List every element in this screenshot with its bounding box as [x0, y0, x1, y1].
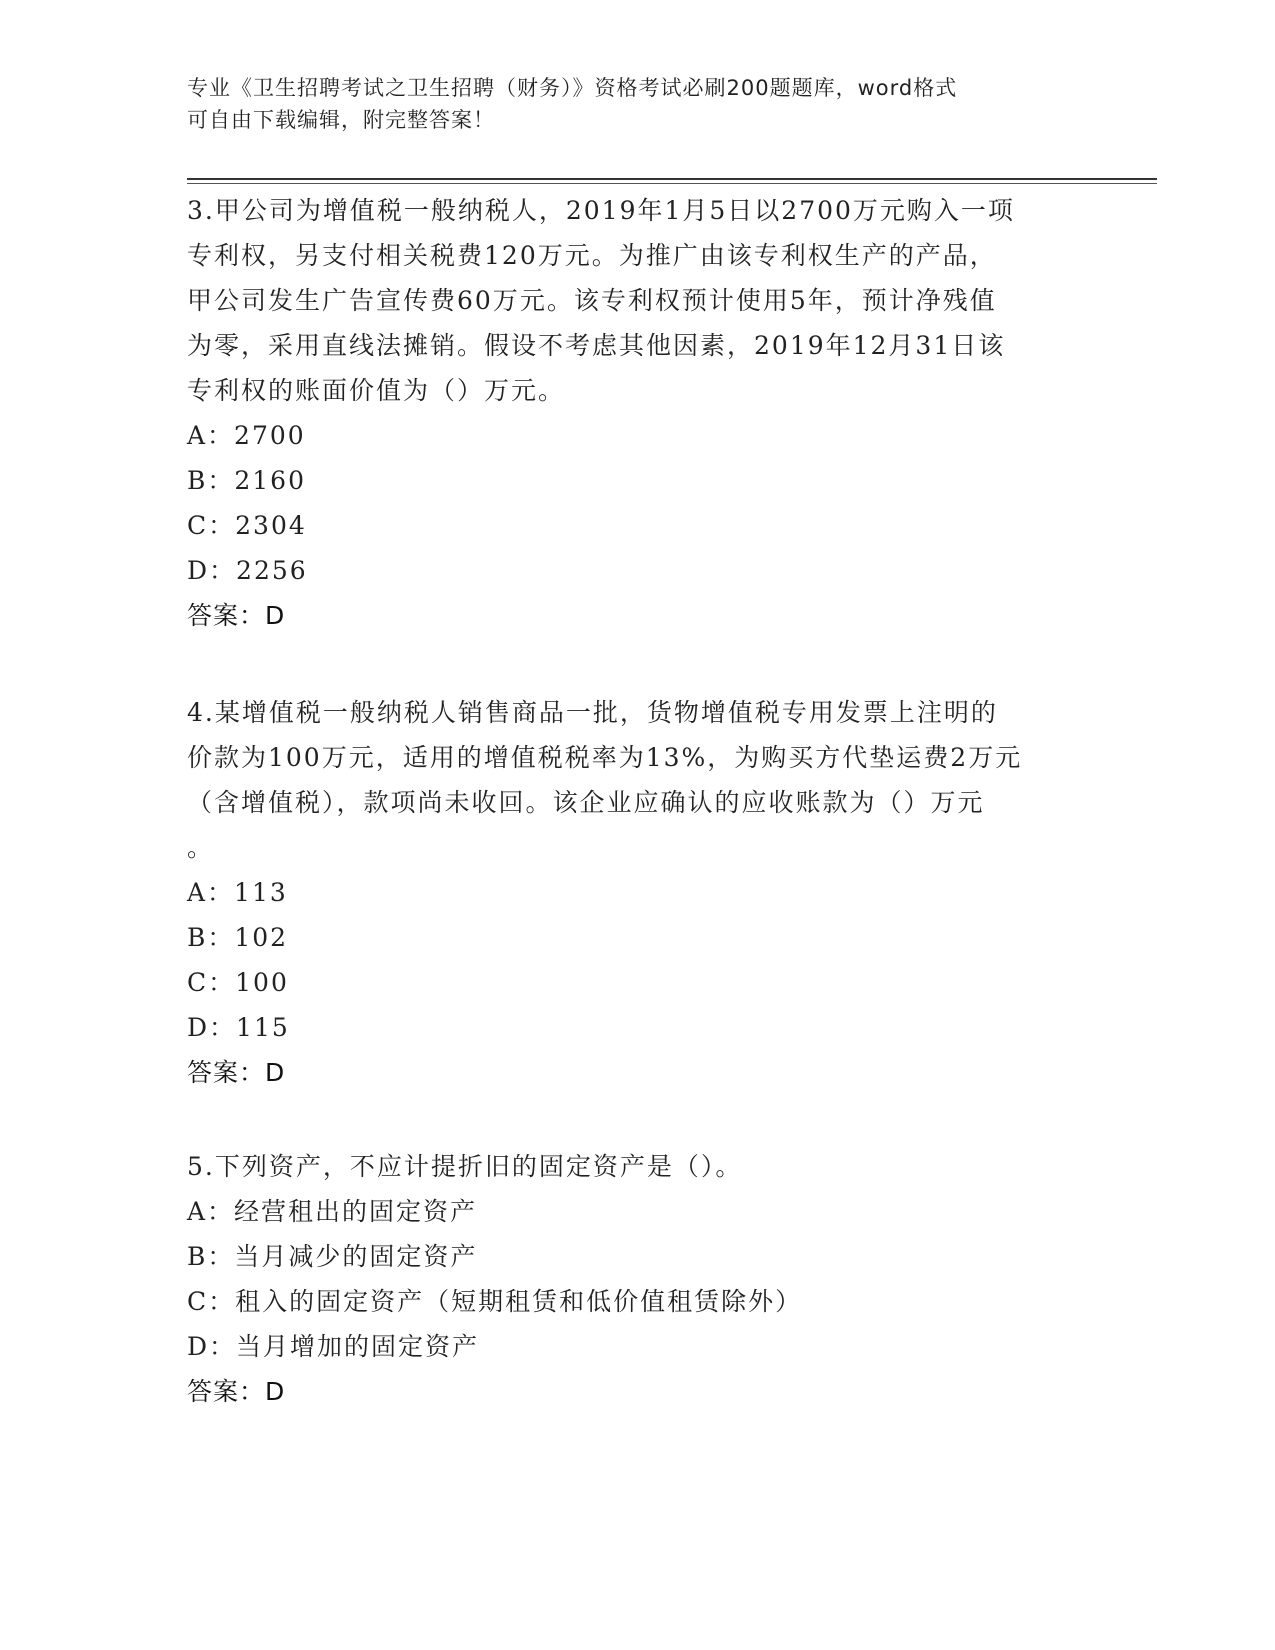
answer: 答案：D — [187, 1377, 286, 1406]
question-3 — [187, 188, 1087, 638]
option-a: A：2700 — [187, 421, 306, 450]
stem-line: 5.下列资产，不应计提折旧的固定资产是（）。 — [187, 1152, 743, 1181]
header-line-1: 专业《卫生招聘考试之卫生招聘（财务）》资格考试必刷200题题库，word格式 — [187, 76, 958, 100]
option-b: B：2160 — [187, 466, 306, 495]
stem-line: 3.甲公司为增值税一般纳税人，2019年1月5日以2700万元购入一项 — [187, 196, 1015, 225]
option-a: A：经营租出的固定资产 — [187, 1197, 478, 1226]
question-stem — [187, 188, 1087, 413]
header-divider-thin — [187, 183, 1157, 184]
question-stem — [187, 1144, 1087, 1189]
option-c: C：2304 — [187, 511, 307, 540]
stem-line: 价款为100万元，适用的增值税税率为13%，为购买方代垫运费2万元 — [187, 743, 1023, 772]
header-divider — [187, 178, 1157, 180]
stem-line: 甲公司发生广告宣传费60万元。该专利权预计使用5年，预计净残值 — [187, 286, 997, 315]
option-c: C：租入的固定资产（短期租赁和低价值租赁除外） — [187, 1287, 803, 1316]
header-line-2: 可自由下载编辑，附完整答案！ — [187, 108, 495, 132]
option-d: D：115 — [187, 1013, 290, 1042]
question-stem — [187, 690, 1087, 870]
stem-line: 。 — [187, 833, 215, 862]
question-5 — [187, 1144, 1087, 1414]
question-4 — [187, 690, 1087, 1095]
stem-line: （含增值税），款项尚未收回。该企业应确认的应收账款为（）万元 — [187, 788, 985, 817]
option-a: A：113 — [187, 878, 288, 907]
option-c: C：100 — [187, 968, 289, 997]
answer: 答案：D — [187, 601, 286, 630]
stem-line: 4.某增值税一般纳税人销售商品一批，货物增值税专用发票上注明的 — [187, 698, 998, 727]
answer: 答案：D — [187, 1058, 286, 1087]
stem-line: 为零，采用直线法摊销。假设不考虑其他因素，2019年12月31日该 — [187, 331, 1006, 360]
option-d: D：2256 — [187, 556, 308, 585]
stem-line: 专利权的账面价值为（）万元。 — [187, 376, 566, 405]
document-header — [187, 72, 1087, 136]
stem-line: 专利权，另支付相关税费120万元。为推广由该专利权生产的产品， — [187, 241, 997, 270]
option-b: B：当月减少的固定资产 — [187, 1242, 478, 1271]
option-b: B：102 — [187, 923, 289, 952]
option-d: D：当月增加的固定资产 — [187, 1332, 480, 1361]
